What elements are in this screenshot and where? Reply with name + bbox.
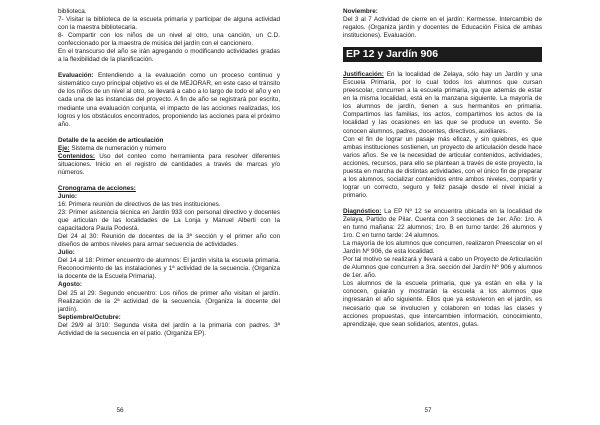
articulacion-heading: Detalle de la acción de articulación xyxy=(58,136,164,144)
contenidos-paragraph xyxy=(58,153,280,177)
noviembre-text: Del 3 al 7 Actividad de cierre en el jardín: Kermesse. Intercambio de regalos. (Organiza jardín y docentes de Educación Física de ambas instituciones). Evaluación. xyxy=(343,16,542,40)
right-page xyxy=(300,0,600,425)
agosto-label: Agosto: xyxy=(58,281,82,289)
junio-item-24-30: Del 24 al 30: Reunión de docentes de la 3ª sección y el primer año con diseños de ambos niveles para armar secuencia de actividades. xyxy=(58,233,280,249)
eje-paragraph xyxy=(58,145,280,153)
diagnostico-label: Diagnóstico: xyxy=(343,207,382,215)
page-number-left: 56 xyxy=(116,407,124,414)
julio-text: Del 14 al 18: Primer encuentro de alumnos: El jardín visita la escuela primaria. Reconocimiento de las instalaciones y 1ª actividad de la secuencia. (Organiza la docente de la Escuela Primaria). xyxy=(58,257,280,281)
agosto-text: Del 25 al 29: Segundo encuentro: Los niños de primer año visitan el jardín. Realización de la 2ª actividad de la secuencia. (Organiza la docente del jardín). xyxy=(58,289,280,313)
evaluacion-label: Evaluación: xyxy=(58,72,94,80)
septiembre-octubre-text: Del 29/9 al 3/10: Segunda visita del jardín a la primaria con padres. 3ª Actividad de la secuencia en el patio. (Organiza EP). xyxy=(58,321,280,337)
diagnostico-text: La EP Nº 12 se encuentra ubicada en la localidad de Zelaya, Partido de Pilar. Cuenta con 3 secciones de 1er. Año: 1ro. A en turno mañana: 22 alumnos; 1ro. B en turno tarde: 26 alumnos y 1ro. C en turno tarde: 24 alumnos. xyxy=(343,207,542,240)
eje-text: Sistema de numeración y número xyxy=(69,144,167,152)
contenidos-label: Contenidos: xyxy=(58,152,96,160)
evaluacion-text: Entendiendo a la evaluación como un proceso continuo y sistemático cuyo principal objetivo es el de MEJORAR, en este caso el tránsito de los niños de un nivel al otro, se llevará a cabo a lo largo de todo el año y en cada una de las instancias del proyecto. A fin de año se registrará por escrito, mediante una evaluación conjunta, el impacto de las acciones realizadas, los logros y los obstáculos encontrados, proponiendo las acciones para el próximo año. xyxy=(58,72,280,128)
eje-label: Eje: xyxy=(58,144,70,152)
intro-flexibility-note: En el transcurso del año se irán agregando o modificando actividades gradas a la flexibilidad de la planificación. xyxy=(58,48,280,64)
diagnostico-paragraph-3: Por tal motivo se realizará y llevará a cabo un Proyecto de Articulación de Alumnos que concurren a 3ra. sección del Jardín Nº 906 y alumnos de 1er. año. xyxy=(343,256,542,280)
septiembre-octubre-label: Septiembre/Octubre: xyxy=(58,313,121,321)
contenidos-text: Uso del conteo como herramienta para resolver diferentes situaciones. Inicio en el registro de cantidades a través de marcas y/o números. xyxy=(58,152,280,176)
section-title-banner: EP 12 y Jardín 906 xyxy=(343,47,542,62)
justificacion-text: En la localidad de Zelaya, sólo hay un Jardín y una Escuela Primaria, por lo cual todos los alumnos que cursan preescolar, concurren a la escuela primaria, ya que además de estar en la misma localidad, está en la manzana siguiente. La mayoría de los alumnos de jardín, tienen a sus hermanitos en primaria. Compartimos las familias, los actos, compartimos los actos de la localidad y las ocasiones en las que se produce un evento. Se conocen alumnos, padres, docentes, directivos, auxiliares. xyxy=(343,71,542,135)
diagnostico-paragraph xyxy=(343,208,542,240)
junio-item-16: 16: Primera reunión de directivos de las tres instituciones. xyxy=(58,200,221,208)
junio-item-23: 23: Primer asistencia técnica en Jardín 933 con personal directivo y docentes que articulan de las localidades de La Lonja y Manuel Alberti con la capacitadora Paula Podestá. xyxy=(58,209,280,233)
julio-label: Julio: xyxy=(58,249,75,257)
intro-line: biblioteca. xyxy=(58,8,87,15)
junio-label: Junio: xyxy=(58,192,78,200)
page-number-right: 57 xyxy=(424,407,432,414)
evaluacion-paragraph xyxy=(58,72,280,128)
diagnostico-paragraph-4: Los alumnos de la escuela primaria, que ya están en ella y la conocen, guiarán y mostrarán la escuela a los alumnos que ingresarán el año siguiente. Ellos que ya estuvieron en el jardín, es necesario que se involucren y colaboren en todas las clases y acciones propuestas, que intercambien información, conocimiento, aprendizaje, que sean solidarios, atentos, gulas. xyxy=(343,280,542,328)
cronograma-heading: Cronograma de acciones: xyxy=(58,184,136,192)
intro-activity-7: 7- Visitar la biblioteca de la escuela primaria y participar de alguna actividad con la maestra bibliotecaria. xyxy=(58,16,280,32)
diagnostico-paragraph-2: La mayoría de los alumnos que concurren, realizaron Preescolar en el Jardín Nº 906, de esta localidad. xyxy=(343,240,542,256)
justificacion-label: Justificación: xyxy=(343,71,384,79)
justificacion-paragraph xyxy=(343,71,542,135)
noviembre-label: Noviembre: xyxy=(343,8,378,15)
justificacion-paragraph-2: Con el fin de lograr un pasaje más eficaz, y sin quiebres, es que ambas instituciones sostienen, un proyecto de articulación desde hace varios años. Se ve la necesidad de articular contenidos, actividades, acciones, recursos, para ello se plantean a través de este proyecto, la puesta en marcha de distintas actividades, con el único fin de preparar a los alumnos, socializar contenidos entre ambos niveles, compartir y lograr un correcto, seguro y feliz pasaje desde el nivel inicial a primario. xyxy=(343,135,542,199)
intro-activity-8: 8- Compartir con los niños de un nivel al otro, una canción, un C.D. confeccionado por la maestra de música del jardín con el cancionero. xyxy=(58,32,280,48)
